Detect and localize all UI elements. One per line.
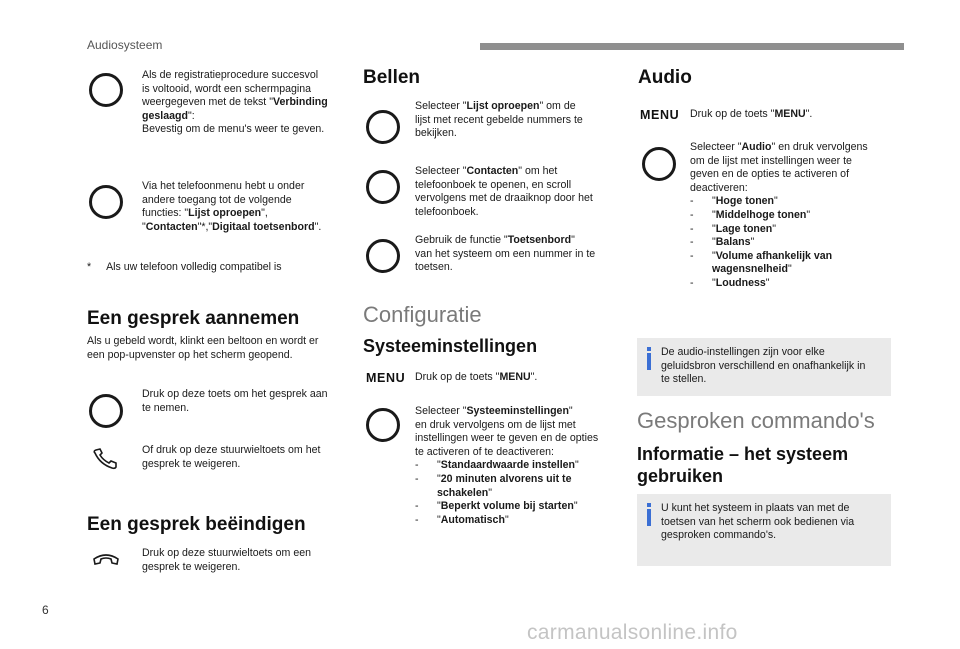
- menu-button-label: MENU: [640, 108, 680, 122]
- bold-span: Systeeminstellingen: [466, 405, 569, 417]
- text-line: Druk op deze toets om het gesprek aan: [142, 388, 328, 400]
- text-line: gesprek te weigeren.: [142, 457, 241, 470]
- list-item: [690, 209, 890, 223]
- text-span: "*,": [197, 220, 213, 233]
- text-span: " om het: [518, 165, 558, 177]
- bold-span: geslaagd: [142, 109, 188, 122]
- registration-text: [142, 69, 342, 137]
- text-line: gesprek te weigeren.: [142, 560, 241, 573]
- text-span: ",: [261, 207, 268, 220]
- text-span: weergegeven met de tekst ": [142, 96, 273, 109]
- text-line: [142, 207, 342, 221]
- text-line: Als de registratieprocedure succesvol: [142, 69, 319, 81]
- call-list-text: [415, 100, 615, 141]
- accept-button-icon: [89, 394, 123, 428]
- text-line: gesproken commando's.: [661, 529, 777, 542]
- heading-voice-commands: Gesproken commando's: [637, 408, 875, 433]
- heading-audio: Audio: [638, 67, 692, 88]
- text-line: een pop-upvenster op het scherm geopend.: [87, 348, 293, 361]
- bold-span: Balans: [715, 236, 751, 249]
- text-span: ": [437, 500, 441, 513]
- footnote-text: Als uw telefoon volledig compatibel is: [106, 261, 282, 273]
- text-line: telefoonboek te openen, en scroll: [415, 178, 572, 191]
- text-span: ": [772, 222, 777, 235]
- text-span: Selecteer ": [690, 141, 742, 153]
- text-line: toetsen.: [415, 261, 453, 274]
- list-item: [415, 459, 615, 473]
- text-line: instellingen weer te geven en de opties: [415, 432, 599, 445]
- audio-settings-text: [690, 141, 890, 291]
- text-line: toetsen van het scherm ook bedienen via: [661, 515, 855, 528]
- text-span: ": [712, 276, 716, 289]
- bold-span: Beperkt volume bij starten: [440, 500, 574, 513]
- list-item: [690, 236, 890, 250]
- menu-step-text: [415, 371, 615, 385]
- header-bar: [480, 43, 904, 50]
- info-box-text: [661, 346, 886, 387]
- text-span: Druk op de toets ": [690, 108, 775, 120]
- heading-system-settings: Systeeminstellingen: [363, 336, 538, 356]
- text-span: ": [437, 513, 441, 526]
- text-line: [142, 110, 342, 124]
- bold-span: Verbinding: [272, 96, 328, 109]
- text-span: ": [142, 220, 146, 233]
- text-line: te stellen.: [661, 373, 707, 386]
- text-line: lijst met recent gebelde nummers te: [415, 113, 583, 126]
- text-line: te nemen.: [142, 401, 190, 414]
- phone-hangup-icon: [92, 550, 120, 572]
- list-item: [690, 223, 890, 237]
- text-span: Selecteer ": [415, 405, 467, 417]
- bold-span: Volume afhankelijk van wagensnelheid: [712, 249, 833, 276]
- text-span: ": [712, 208, 716, 221]
- system-settings-text: [415, 405, 615, 527]
- text-line: te activeren of te deactiveren:: [415, 445, 554, 458]
- text-span: ": [712, 195, 716, 208]
- bold-span: Lage tonen: [715, 222, 773, 235]
- list-item: [415, 514, 615, 528]
- text-span: ": [568, 405, 573, 417]
- info-box-text: [661, 502, 886, 543]
- bold-span: Audio: [741, 141, 772, 153]
- phone-menu-button-icon: [89, 185, 123, 219]
- text-line: is voltooid, wordt een schermpagina: [142, 82, 312, 95]
- text-span: Druk op de toets ": [415, 371, 500, 383]
- text-line: De audio-instellingen zijn voor elke: [661, 346, 825, 358]
- heading-call: Bellen: [363, 67, 421, 88]
- text-line: telefoonboek.: [415, 205, 479, 218]
- text-line: bekijken.: [415, 127, 457, 140]
- audio-menu-step-text: [690, 108, 890, 122]
- text-line: om de lijst met instellingen weer te: [690, 154, 852, 167]
- text-span: ": [504, 513, 509, 526]
- text-line: Via het telefoonmenu hebt u onder: [142, 180, 305, 192]
- footnote: [87, 261, 282, 275]
- text-span: Selecteer ": [415, 100, 467, 112]
- contacts-button-icon: [366, 170, 400, 204]
- text-line: Druk op deze stuurwieltoets om een: [142, 547, 311, 559]
- phone-menu-text: [142, 180, 342, 234]
- text-line: [142, 96, 342, 110]
- text-span: ".: [805, 108, 813, 120]
- text-line: U kunt het systeem in plaats van met de: [661, 502, 850, 514]
- info-box-audio: [637, 338, 891, 396]
- footnote-star: *: [87, 261, 92, 273]
- bold-span: Standaardwaarde instellen: [440, 459, 575, 472]
- text-span: " en druk vervolgens: [771, 141, 868, 153]
- text-span: " om de: [539, 100, 576, 112]
- text-span: ".: [314, 220, 322, 233]
- text-line: Als u gebeld wordt, klinkt een beltoon en wordt er: [87, 335, 319, 347]
- text-span: ": [571, 234, 575, 246]
- heading-configuration: Configuratie: [363, 302, 482, 327]
- text-line: vervolgens met de draaiknop door het: [415, 192, 593, 205]
- phone-button-icon: [89, 73, 123, 107]
- text-line: geluidsbron verschillend en onafhankelijk in: [661, 359, 866, 372]
- bold-span: Hoge tonen: [715, 195, 775, 208]
- audio-select-button-icon: [642, 147, 676, 181]
- text-span: ": [765, 276, 770, 289]
- heading-info-system: [637, 443, 848, 487]
- list-item: [690, 277, 890, 291]
- list-item: [415, 500, 615, 514]
- audio-options-list: [690, 195, 890, 290]
- info-icon: [647, 353, 651, 370]
- bold-span: Lijst oproepen: [188, 207, 262, 220]
- select-button-icon: [366, 408, 400, 442]
- text-span: ":: [187, 109, 195, 122]
- text-span: ": [573, 500, 578, 513]
- text-span: ": [437, 459, 441, 472]
- bold-span: Contacten: [145, 220, 198, 233]
- text-line: Of druk op deze stuurwieltoets om het: [142, 444, 321, 456]
- text-line: [415, 165, 615, 179]
- end-wheel-text: [142, 547, 342, 574]
- text-line: deactiveren:: [690, 181, 748, 194]
- heading-line: Informatie – het systeem: [637, 444, 849, 464]
- text-span: ": [774, 195, 778, 208]
- text-line: [415, 405, 615, 419]
- list-item: [415, 473, 597, 500]
- bold-span: Contacten: [466, 165, 519, 177]
- text-span: Selecteer ": [415, 165, 467, 177]
- text-line: geven en de opties te activeren of: [690, 168, 850, 181]
- bold-span: Automatisch: [440, 513, 505, 526]
- text-span: ": [712, 249, 716, 262]
- text-line: en druk vervolgens om de lijst met: [415, 418, 576, 431]
- bold-span: MENU: [499, 371, 531, 383]
- text-span: ": [806, 208, 811, 221]
- info-icon: [647, 509, 651, 526]
- watermark: carmanualsonline.info: [527, 621, 738, 644]
- text-span: ": [575, 459, 579, 472]
- text-span: ": [712, 236, 716, 249]
- list-item: [690, 250, 862, 277]
- bold-span: Lijst oproepen: [466, 100, 540, 112]
- text-line: [415, 100, 615, 114]
- keypad-button-icon: [366, 239, 400, 273]
- system-options-list: [415, 459, 615, 527]
- bold-span: Loudness: [715, 276, 766, 289]
- bold-span: Digitaal toetsenbord: [212, 220, 315, 233]
- bold-span: Middelhoge tonen: [715, 208, 807, 221]
- bold-span: 20 minuten alvorens uit te schakelen: [437, 472, 572, 499]
- text-line: [415, 234, 615, 248]
- contacts-text: [415, 165, 615, 219]
- phone-handset-icon: [92, 448, 120, 470]
- text-span: ": [712, 222, 716, 235]
- heading-accept-call: Een gesprek aannemen: [87, 308, 300, 329]
- text-line: [690, 141, 890, 155]
- text-span: Gebruik de functie ": [415, 234, 508, 246]
- accept-button-text: [142, 388, 342, 415]
- page-number: 6: [42, 603, 49, 617]
- text-span: ": [437, 472, 441, 485]
- heading-end-call: Een gesprek beëindigen: [87, 514, 306, 535]
- bold-span: Toetsenbord: [507, 234, 572, 246]
- bold-span: MENU: [774, 108, 806, 120]
- accept-intro: [87, 335, 347, 362]
- text-line: [142, 221, 342, 235]
- heading-line: gebruiken: [637, 466, 724, 486]
- list-item: [690, 195, 890, 209]
- call-list-button-icon: [366, 110, 400, 144]
- text-span: ": [787, 263, 792, 276]
- text-line: van het systeem om een nummer in te: [415, 247, 596, 260]
- text-span: ": [488, 486, 493, 499]
- accept-wheel-text: [142, 444, 342, 471]
- text-span: ".: [530, 371, 538, 383]
- text-line: Bevestig om de menu's weer te geven.: [142, 123, 325, 136]
- menu-button-label: MENU: [366, 371, 406, 385]
- text-span: functies: ": [142, 207, 189, 220]
- header-title: Audiosysteem: [87, 38, 163, 52]
- keypad-text: [415, 234, 615, 275]
- text-span: ": [750, 236, 755, 249]
- text-line: andere toegang tot de volgende: [142, 193, 292, 206]
- info-box-voice: [637, 494, 891, 566]
